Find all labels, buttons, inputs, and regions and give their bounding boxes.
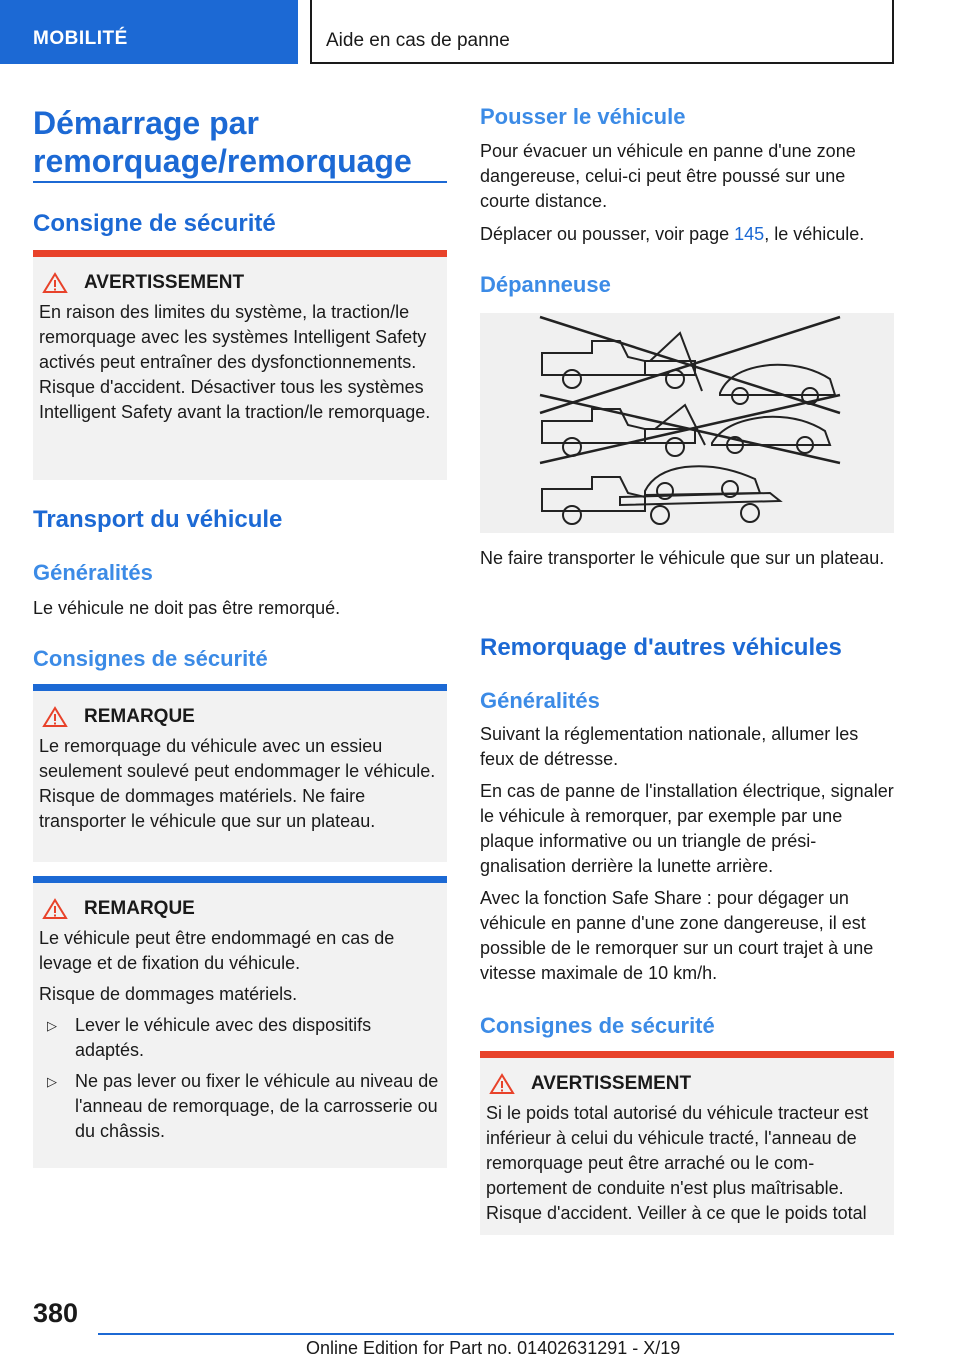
general-text: Le véhicule ne doit pas être remorqué. [33, 598, 341, 618]
push-text: Pour évacuer un véhicule en panne d'une zone dangereuse, celui-ci peut être poussé sur une courte distance. [480, 141, 856, 211]
warning-box [480, 1051, 894, 1235]
page-title: Démarrage par remorquage/remorquage [33, 105, 412, 179]
warning-triangle-icon [42, 706, 68, 728]
note-label: REMARQUE [84, 706, 195, 727]
note-text: Le remorquage du véhicule avec un essieu seulement soulevé peut endommager le véhicule. Risque de dommages matériels. Ne faire transporter le véhicule que sur un plateau. [39, 736, 436, 831]
page-link[interactable]: 145 [734, 224, 765, 244]
warning-triangle-icon [42, 272, 68, 294]
chapter-tab [310, 0, 894, 64]
note-label: REMARQUE [84, 898, 195, 919]
warning-box [33, 250, 447, 480]
footer-rule [98, 1333, 894, 1335]
list-item-text: Lever le véhicule avec des dispositifs adaptés. [75, 1015, 372, 1060]
note-title [39, 706, 441, 728]
general-heading: Généralités [480, 688, 600, 713]
page-number: 380 [33, 1298, 79, 1328]
section-tab [0, 0, 298, 64]
safety-heading: Consigne de sécurité [33, 210, 276, 237]
tow-text: Ne faire transporter le véhicule que sur un plateau. [480, 548, 885, 568]
warning-bar [480, 1051, 894, 1058]
chapter-label: Aide en cas de panne [326, 30, 510, 51]
list-item [39, 1013, 441, 1063]
triangle-bullet-icon: ▷ [47, 1074, 57, 1089]
list-item-text: Ne pas lever ou fixer le véhicule au niveau de l'anneau de remorquage, de la carrosserie ou du châssis. [75, 1071, 439, 1141]
tow-heading: Dépanneuse [480, 272, 611, 297]
note-bullet-list [39, 1013, 441, 1144]
other-vehicles-heading: Remorquage d'autres véhicules [480, 634, 842, 661]
general-text: Suivant la réglementation nationale, allumer les feux de détresse. [480, 724, 859, 769]
note-bar [33, 876, 447, 883]
push-heading: Pousser le véhicule [480, 104, 686, 129]
warning-label: AVERTISSEMENT [531, 1073, 692, 1094]
tow-truck-diagram [480, 313, 894, 533]
general-heading: Généralités [33, 560, 153, 585]
warning-label: AVERTISSEMENT [84, 272, 245, 293]
warning-triangle-icon [42, 898, 68, 920]
push-ref-text: , le véhicule. [764, 224, 865, 244]
push-reference [480, 222, 894, 247]
tow-truck-illustration [480, 313, 894, 533]
section-label: MOBILITÉ [33, 28, 128, 49]
warning-text: En raison des limites du système, la traction/le remorquage avec les systèmes Intelligent Safety activés peut entraîner des dysfonctionnements. Risque d'accident. Désactiver tous les systèmes Intelligent Safety avant la traction/le remorquage. [39, 302, 431, 422]
note-text: Le véhicule peut être endommagé en cas de levage et de fixation du véhicule. [39, 928, 395, 973]
triangle-bullet-icon: ▷ [47, 1018, 57, 1033]
safety-subheading: Consignes de sécurité [480, 1013, 715, 1038]
general-text: En cas de panne de l'installation électrique, signaler le véhicule à remorquer, par exemple par une plaque informative ou un triangle de présignalisation derrière la lunette arrière. [480, 781, 894, 876]
safety-subheading: Consignes de sécurité [33, 646, 268, 671]
edition-footer: Online Edition for Part no. 01402631291 - X/19 [306, 1338, 681, 1358]
list-item [39, 1069, 441, 1144]
note-box [33, 684, 447, 862]
transport-heading: Transport du véhicule [33, 506, 283, 533]
warning-title [39, 272, 441, 294]
warning-triangle-icon [489, 1073, 515, 1095]
warning-text: Si le poids total autorisé du véhicule tracteur est inférieur à celui du véhicule tracté, l'anneau de remorquage peut être arraché ou le comportement de conduite n'est plus maîtrisable. Risque d'accident. Veiller à ce que le poids total [486, 1103, 869, 1223]
title-rule [33, 181, 447, 183]
push-ref-text: Déplacer ou pousser, voir page [480, 224, 735, 244]
note-title [39, 898, 441, 920]
general-text: Avec la fonction Safe Share : pour dégager un véhicule en panne d'une zone dangereuse, il est possible de le remorquer sur un court trajet à une vitesse maximale de 10 km/h. [480, 888, 874, 983]
warning-bar [33, 250, 447, 257]
note-text: Risque de dommages matériels. [39, 984, 298, 1004]
warning-title [486, 1073, 888, 1095]
note-box [33, 876, 447, 1168]
note-bar [33, 684, 447, 691]
